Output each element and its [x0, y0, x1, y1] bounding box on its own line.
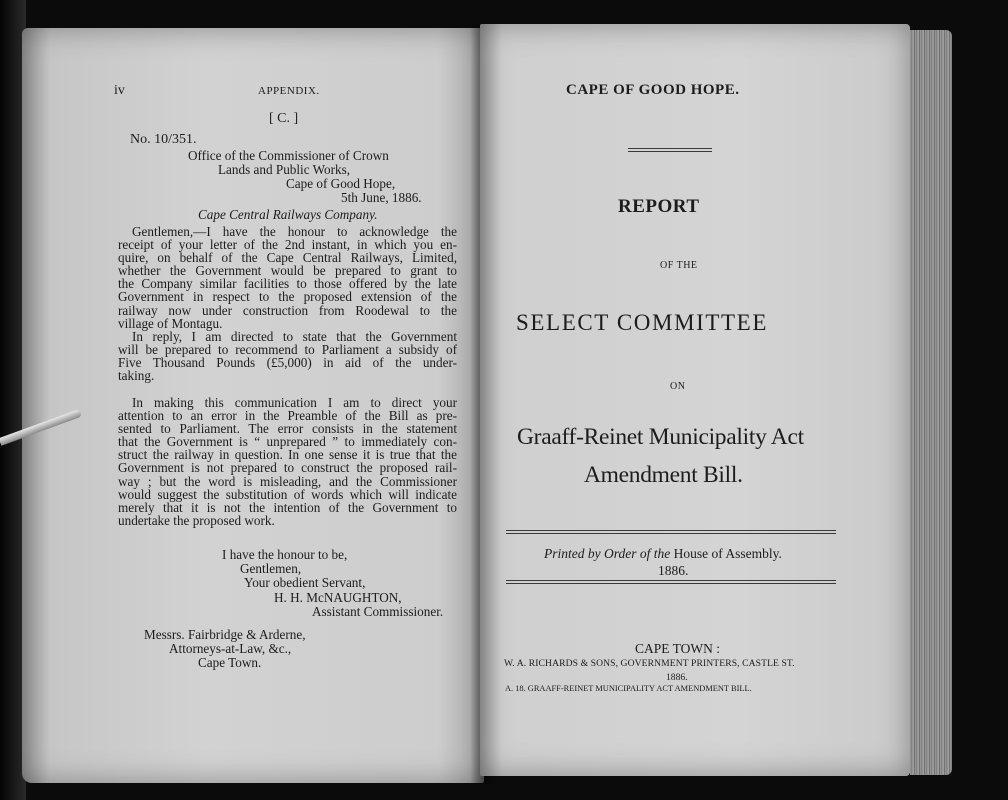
text-line: Gentlemen,—I have the honour to acknowledge the	[132, 224, 457, 239]
closing-line: Gentlemen,	[240, 561, 302, 576]
right-page	[480, 24, 910, 776]
bill-title-line-2: Amendment Bill.	[584, 462, 743, 488]
divider-rule	[628, 148, 712, 152]
left-page	[22, 28, 484, 783]
text-line: undertake the proposed work.	[118, 512, 275, 528]
address-line: Office of the Commissioner of Crown	[188, 148, 389, 163]
imprint-city: CAPE TOWN :	[635, 641, 721, 656]
imprint-printer: W. A. RICHARDS & SONS, GOVERNMENT PRINTERS, CASTLE ST.	[504, 658, 795, 669]
recipient-line: Messrs. Fairbridge & Arderne,	[144, 627, 306, 642]
recipient-line: Attorneys-at-Law, &c.,	[169, 641, 292, 656]
running-head: APPENDIX.	[258, 85, 320, 97]
text-line: sented to Parliament. The error consists in the statement	[118, 421, 457, 437]
report-year: 1886.	[658, 563, 689, 578]
text-line: village of Montagu.	[118, 315, 223, 331]
paragraph-3	[118, 396, 457, 527]
text-line: Government is not prepared to construct the proposed rail-	[118, 460, 457, 476]
text-line: struct the railway in question. In one sense it is true that the	[118, 447, 457, 463]
page-number: iv	[114, 83, 125, 98]
text-line: way ; but the word is misleading, and the Commissioner	[118, 473, 457, 489]
of-the-label: OF THE	[660, 260, 698, 271]
section-mark: [ C. ]	[269, 111, 299, 126]
text-line: merely that it is not the intention of the Government to	[118, 499, 457, 515]
imprint-year: 1886.	[666, 672, 688, 683]
bill-title-line-1: Graaff-Reinet Municipality Act	[517, 424, 804, 450]
signatory-name: H. H. McNAUGHTON,	[274, 590, 402, 605]
printed-by-line	[544, 547, 782, 560]
text-line: would suggest the substitution of words which will indicate	[118, 486, 457, 502]
printed-by-rest: House of Assembly.	[670, 546, 782, 561]
on-label: ON	[670, 381, 686, 392]
reference-number: No. 10/351.	[130, 132, 197, 147]
recipient-line: Cape Town.	[198, 655, 262, 670]
report-title: REPORT	[618, 196, 700, 217]
divider-rule	[506, 530, 836, 534]
text-line: the Company similar facilities to those offered by the late	[118, 276, 457, 292]
text-line: receipt of your letter of the 2nd instant, in which you en-	[118, 237, 457, 253]
text-line: In reply, I am directed to state that the Government	[132, 329, 457, 344]
subject-line: Cape Central Railways Company.	[198, 207, 378, 222]
printed-by-italic: Printed by Order of the	[544, 546, 671, 561]
text-line: In making this communication I am to direct your	[132, 395, 457, 410]
address-line: Cape of Good Hope,	[286, 176, 396, 191]
text-line: will be prepared to recommend to Parliament a subsidy of	[118, 342, 457, 358]
text-line: that the Government is “ unprepared ” to immediately con-	[118, 434, 457, 450]
page-edges	[910, 30, 952, 775]
text-line: quire, on behalf of the Cape Central Railways, Limited,	[118, 250, 457, 266]
address-line: Lands and Public Works,	[218, 162, 351, 177]
paragraph-1	[118, 225, 457, 330]
closing-line: I have the honour to be,	[222, 547, 348, 562]
text-line: Five Thousand Pounds (£5,000) in aid of the under-	[118, 355, 457, 371]
text-line: attention to an error in the Preamble of the Bill as pre-	[118, 408, 457, 424]
paragraph-2	[118, 330, 457, 382]
closing-line: Your obedient Servant,	[244, 575, 366, 590]
page-heading: CAPE OF GOOD HOPE.	[566, 82, 740, 98]
text-line: railway now under construction from Roodewal to the	[118, 302, 457, 318]
text-line: Government in respect to the proposed extension of the	[118, 289, 457, 305]
signatory-title: Assistant Commissioner.	[312, 604, 444, 619]
committee-title: SELECT COMMITTEE	[516, 310, 768, 335]
divider-rule	[506, 580, 836, 584]
text-line: taking.	[118, 368, 155, 384]
text-line: whether the Government would be prepared to grant to	[118, 263, 457, 279]
document-code: A. 18. GRAAFF-REINET MUNICIPALITY ACT AMENDMENT BILL.	[505, 684, 752, 693]
address-date: 5th June, 1886.	[341, 190, 422, 205]
